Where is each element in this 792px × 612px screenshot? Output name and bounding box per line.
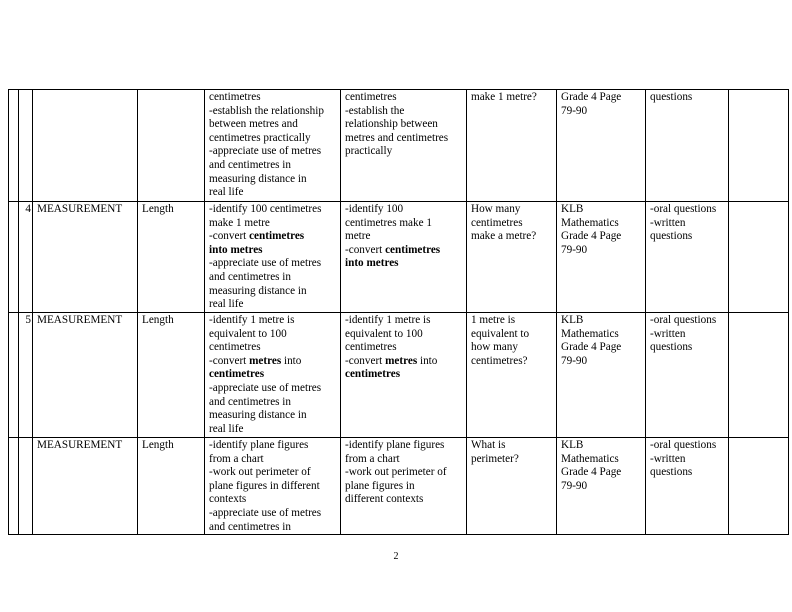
cell-line bbox=[209, 203, 336, 217]
cell-line bbox=[471, 203, 552, 217]
text-segment: -identify 1 metre is bbox=[209, 314, 295, 326]
text-segment: -identify 100 bbox=[345, 203, 404, 215]
cell-line bbox=[471, 217, 552, 231]
cell-line bbox=[471, 230, 552, 244]
assessment-methods-cell bbox=[646, 313, 729, 438]
cell-line bbox=[650, 314, 724, 328]
learning-experiences-cell bbox=[341, 438, 467, 535]
text-segment: Mathematics bbox=[561, 452, 619, 465]
cell-line bbox=[209, 507, 336, 521]
text-segment: -convert bbox=[209, 354, 250, 367]
sub-strand-cell: Length bbox=[138, 313, 205, 438]
learning-experiences-cell bbox=[341, 90, 467, 202]
cell-line bbox=[345, 466, 462, 480]
text-segment: -written bbox=[650, 216, 686, 229]
text-segment: questions bbox=[650, 466, 693, 479]
text-segment: plane figures in bbox=[345, 479, 415, 492]
cell-line bbox=[209, 244, 336, 258]
cell-line bbox=[345, 203, 462, 217]
text-segment: questions bbox=[650, 91, 693, 103]
cell-line bbox=[561, 91, 641, 105]
cell-line bbox=[209, 271, 336, 285]
text-segment: and centimetres in bbox=[209, 395, 292, 408]
text-segment: -appreciate use of metres bbox=[209, 257, 322, 270]
text-segment: real life bbox=[209, 298, 244, 311]
cell-line bbox=[209, 217, 336, 231]
scheme-of-work-table bbox=[8, 89, 789, 535]
cell-line bbox=[209, 145, 336, 159]
bold-text: centimetres bbox=[345, 368, 401, 381]
table-row bbox=[9, 313, 789, 438]
cell-line bbox=[650, 439, 724, 453]
text-segment: measuring distance in bbox=[209, 172, 307, 185]
cell-line bbox=[345, 244, 462, 258]
remarks-cell bbox=[729, 438, 789, 535]
cell-line bbox=[471, 341, 552, 355]
learning-resources-cell bbox=[557, 90, 646, 202]
cell-line bbox=[650, 453, 724, 467]
cell-line bbox=[209, 423, 336, 437]
text-segment: different contexts bbox=[345, 493, 424, 506]
text-segment: -written bbox=[650, 452, 686, 465]
cell-line bbox=[209, 285, 336, 299]
assessment-methods-cell bbox=[646, 90, 729, 202]
cell-line bbox=[345, 341, 462, 355]
cell-line bbox=[561, 217, 641, 231]
text-segment: relationship between bbox=[345, 118, 438, 131]
text-segment: -appreciate use of metres bbox=[209, 381, 322, 394]
text-segment: -establish the relationship bbox=[209, 104, 324, 117]
lesson-cell bbox=[19, 90, 33, 202]
text-segment: Grade 4 Page bbox=[561, 91, 622, 103]
cell-line bbox=[209, 230, 336, 244]
week-cell bbox=[9, 90, 19, 202]
week-cell bbox=[9, 438, 19, 535]
text-segment: into bbox=[281, 354, 302, 367]
text-segment: measuring distance in bbox=[209, 409, 307, 422]
cell-line bbox=[209, 382, 336, 396]
cell-line bbox=[345, 230, 462, 244]
text-segment: -convert bbox=[345, 243, 386, 256]
text-segment: how many bbox=[471, 341, 518, 354]
cell-line bbox=[561, 480, 641, 494]
text-segment: perimeter? bbox=[471, 452, 519, 465]
cell-line bbox=[561, 453, 641, 467]
text-segment: from a chart bbox=[345, 452, 400, 465]
text-segment: and centimetres in bbox=[209, 270, 292, 283]
cell-line bbox=[650, 203, 724, 217]
learning-outcomes-cell bbox=[205, 438, 341, 535]
text-segment: -convert bbox=[345, 354, 386, 367]
cell-line bbox=[345, 493, 462, 507]
text-segment: centimetres bbox=[209, 341, 261, 354]
text-segment: centimetres bbox=[209, 91, 261, 103]
text-segment: Mathematics bbox=[561, 216, 619, 229]
bold-text: centimetres bbox=[385, 243, 441, 256]
cell-line bbox=[209, 355, 336, 369]
cell-line bbox=[209, 453, 336, 467]
text-segment: -establish the bbox=[345, 104, 405, 117]
strand-cell: MEASUREMENT bbox=[33, 313, 138, 438]
text-segment: from a chart bbox=[209, 452, 264, 465]
cell-line bbox=[345, 132, 462, 146]
page-number: 2 bbox=[393, 551, 399, 562]
cell-line bbox=[209, 298, 336, 312]
week-cell bbox=[9, 313, 19, 438]
week-cell bbox=[9, 202, 19, 313]
cell-line bbox=[345, 439, 462, 453]
text-segment: -oral questions bbox=[650, 439, 717, 451]
remarks-cell bbox=[729, 202, 789, 313]
text-segment: questions bbox=[650, 230, 693, 243]
cell-line bbox=[650, 217, 724, 231]
table-row bbox=[9, 90, 789, 202]
bold-text: centimetres bbox=[209, 368, 265, 381]
cell-line bbox=[471, 453, 552, 467]
cell-line bbox=[209, 521, 336, 535]
bold-text: metres bbox=[249, 354, 282, 367]
learning-outcomes-cell bbox=[205, 202, 341, 313]
cell-line bbox=[345, 453, 462, 467]
text-segment: real life bbox=[209, 186, 244, 199]
cell-line bbox=[345, 328, 462, 342]
key-inquiry-question-cell bbox=[467, 90, 557, 202]
text-segment: 79-90 bbox=[561, 479, 588, 492]
strand-cell: MEASUREMENT bbox=[33, 438, 138, 535]
assessment-methods-cell bbox=[646, 438, 729, 535]
cell-line bbox=[209, 105, 336, 119]
cell-line bbox=[471, 314, 552, 328]
cell-line bbox=[209, 368, 336, 382]
text-segment: -identify plane figures bbox=[209, 439, 309, 451]
cell-line bbox=[650, 466, 724, 480]
text-segment: KLB bbox=[561, 314, 584, 326]
cell-line bbox=[209, 341, 336, 355]
key-inquiry-question-cell bbox=[467, 313, 557, 438]
cell-line bbox=[561, 314, 641, 328]
cell-line bbox=[561, 230, 641, 244]
text-segment: -work out perimeter of bbox=[209, 466, 311, 479]
bold-text: into metres bbox=[209, 243, 263, 256]
text-segment: centimetres? bbox=[471, 354, 528, 367]
text-segment: and centimetres in bbox=[209, 158, 292, 171]
text-segment: -appreciate use of metres bbox=[209, 145, 322, 158]
text-segment: centimetres bbox=[345, 341, 397, 354]
learning-resources-cell bbox=[557, 438, 646, 535]
text-segment: -convert bbox=[209, 230, 250, 243]
cell-line bbox=[209, 257, 336, 271]
text-segment: into bbox=[417, 354, 438, 367]
cell-line bbox=[209, 314, 336, 328]
text-segment: contexts bbox=[209, 493, 247, 506]
text-segment: Grade 4 Page bbox=[561, 230, 622, 243]
text-segment: plane figures in different bbox=[209, 479, 320, 492]
text-segment: -identify 100 centimetres bbox=[209, 203, 322, 215]
sub-strand-cell bbox=[138, 90, 205, 202]
text-segment: and centimetres in bbox=[209, 520, 292, 533]
strand-cell bbox=[33, 90, 138, 202]
cell-line bbox=[561, 341, 641, 355]
text-segment: KLB bbox=[561, 203, 584, 215]
text-segment: 79-90 bbox=[561, 354, 588, 367]
text-segment: equivalent to 100 bbox=[345, 327, 423, 340]
cell-line bbox=[561, 439, 641, 453]
cell-line bbox=[561, 466, 641, 480]
text-segment: centimetres bbox=[471, 216, 523, 229]
cell-line bbox=[345, 105, 462, 119]
table-row bbox=[9, 438, 789, 535]
text-segment: equivalent to 100 bbox=[209, 327, 287, 340]
cell-line bbox=[209, 328, 336, 342]
lesson-cell: 5 bbox=[19, 313, 33, 438]
remarks-cell bbox=[729, 313, 789, 438]
cell-line bbox=[209, 118, 336, 132]
cell-line bbox=[209, 186, 336, 200]
cell-line bbox=[561, 355, 641, 369]
strand-cell: MEASUREMENT bbox=[33, 202, 138, 313]
text-segment: make a metre? bbox=[471, 230, 537, 243]
cell-line bbox=[209, 159, 336, 173]
text-segment: make 1 metre bbox=[209, 216, 270, 229]
cell-line bbox=[345, 314, 462, 328]
cell-line bbox=[650, 230, 724, 244]
text-segment: 1 metre is bbox=[471, 314, 516, 326]
text-segment: equivalent to bbox=[471, 327, 530, 340]
text-segment: 79-90 bbox=[561, 243, 588, 256]
cell-line bbox=[471, 328, 552, 342]
text-segment: -work out perimeter of bbox=[345, 466, 447, 479]
lesson-cell bbox=[19, 438, 33, 535]
text-segment: -appreciate use of metres bbox=[209, 506, 322, 519]
cell-line bbox=[345, 91, 462, 105]
learning-outcomes-cell bbox=[205, 313, 341, 438]
cell-line bbox=[345, 480, 462, 494]
cell-line bbox=[471, 439, 552, 453]
learning-experiences-cell bbox=[341, 202, 467, 313]
sub-strand-cell: Length bbox=[138, 202, 205, 313]
cell-line bbox=[209, 396, 336, 410]
cell-line bbox=[561, 328, 641, 342]
cell-line bbox=[650, 341, 724, 355]
text-segment: -written bbox=[650, 327, 686, 340]
cell-line bbox=[561, 105, 641, 119]
text-segment: How many bbox=[471, 203, 521, 215]
text-segment: Grade 4 Page bbox=[561, 341, 622, 354]
text-segment: real life bbox=[209, 422, 244, 435]
text-segment: metre bbox=[345, 230, 371, 243]
remarks-cell bbox=[729, 90, 789, 202]
cell-line bbox=[209, 409, 336, 423]
cell-line bbox=[345, 118, 462, 132]
text-segment: -identify 1 metre is bbox=[345, 314, 431, 326]
bold-text: centimetres bbox=[249, 230, 305, 243]
text-segment: practically bbox=[345, 145, 393, 158]
cell-line bbox=[209, 91, 336, 105]
text-segment: Grade 4 Page bbox=[561, 466, 622, 479]
assessment-methods-cell bbox=[646, 202, 729, 313]
sub-strand-cell: Length bbox=[138, 438, 205, 535]
text-segment: make 1 metre? bbox=[471, 91, 537, 103]
cell-line bbox=[561, 244, 641, 258]
key-inquiry-question-cell bbox=[467, 202, 557, 313]
cell-line bbox=[209, 466, 336, 480]
learning-outcomes-cell bbox=[205, 90, 341, 202]
cell-line bbox=[209, 480, 336, 494]
table-row bbox=[9, 202, 789, 313]
cell-line bbox=[471, 91, 552, 105]
text-segment: Mathematics bbox=[561, 327, 619, 340]
text-segment: -oral questions bbox=[650, 314, 717, 326]
cell-line bbox=[345, 368, 462, 382]
cell-line bbox=[471, 355, 552, 369]
cell-line bbox=[345, 257, 462, 271]
text-segment: metres and centimetres bbox=[345, 131, 449, 144]
text-segment: measuring distance in bbox=[209, 284, 307, 297]
text-segment: 79-90 bbox=[561, 104, 588, 117]
cell-line bbox=[345, 145, 462, 159]
text-segment: between metres and bbox=[209, 118, 298, 131]
cell-line bbox=[345, 217, 462, 231]
learning-resources-cell bbox=[557, 202, 646, 313]
cell-line bbox=[209, 493, 336, 507]
bold-text: into metres bbox=[345, 257, 399, 270]
text-segment: -oral questions bbox=[650, 203, 717, 215]
learning-resources-cell bbox=[557, 313, 646, 438]
learning-experiences-cell bbox=[341, 313, 467, 438]
text-segment: -identify plane figures bbox=[345, 439, 445, 451]
bold-text: metres bbox=[385, 354, 418, 367]
text-segment: centimetres make 1 bbox=[345, 216, 432, 229]
cell-line bbox=[650, 91, 724, 105]
cell-line bbox=[209, 132, 336, 146]
cell-line bbox=[650, 328, 724, 342]
text-segment: What is bbox=[471, 439, 506, 451]
cell-line bbox=[209, 439, 336, 453]
text-segment: centimetres bbox=[345, 91, 397, 103]
lesson-cell: 4 bbox=[19, 202, 33, 313]
text-segment: questions bbox=[650, 341, 693, 354]
cell-line bbox=[561, 203, 641, 217]
text-segment: centimetres practically bbox=[209, 131, 311, 144]
cell-line bbox=[209, 173, 336, 187]
text-segment: KLB bbox=[561, 439, 584, 451]
cell-line bbox=[345, 355, 462, 369]
key-inquiry-question-cell bbox=[467, 438, 557, 535]
